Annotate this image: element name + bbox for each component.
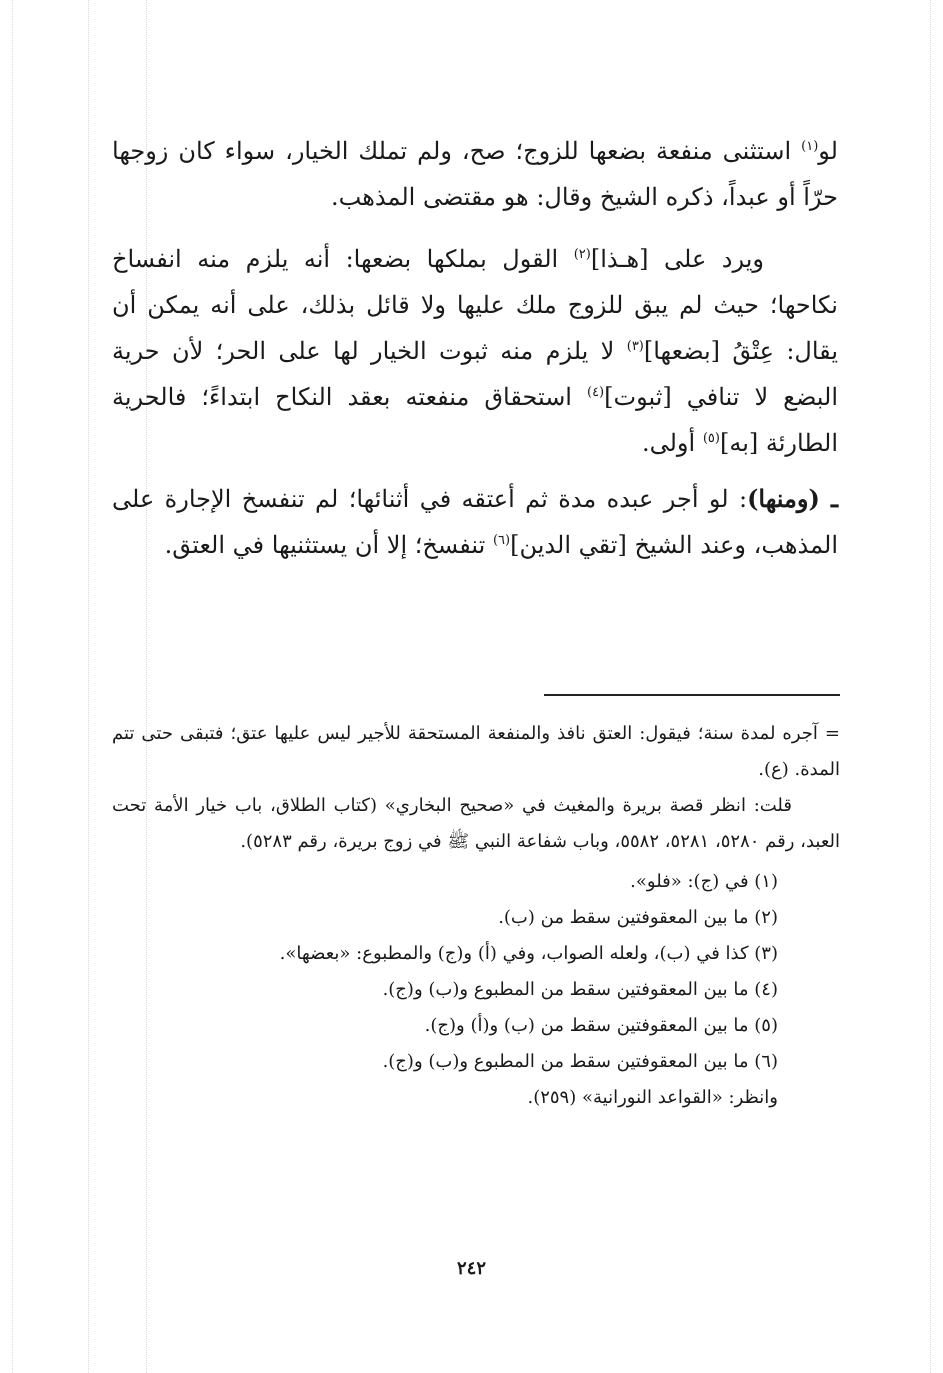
footnote-marker: (٦)	[492, 533, 511, 548]
footnote-item: (٤) ما بين المعقوفتين سقط من المطبوع و(ب) و(ج).	[382, 979, 778, 1000]
footnote-marker: (١)	[801, 139, 819, 154]
text-run: استحقاق منفعته بعقد النكاح ابتداءً؛ فالحرية الطارئة [به]	[112, 383, 838, 457]
footnote-marker: (٥)	[702, 431, 720, 446]
footnote-marker: (٣)	[626, 339, 644, 354]
main-text	[112, 128, 838, 568]
section-lead: ـ (ومنها)	[747, 484, 838, 513]
footnote-marker: (٢)	[573, 247, 591, 262]
text-run: لو	[818, 137, 838, 165]
footnote-item: (٥) ما بين المعقوفتين سقط من (ب) و(أ) و(ج).	[424, 1015, 778, 1036]
footnote-continuation: = آجره لمدة سنة؛ فيقول: العتق نافذ والمنفعة المستحقة للأجير ليس عليها عتق؛ فتبقى حتى تتم المدة. (ع).	[112, 723, 840, 780]
page-number: ٢٤٢	[456, 1258, 486, 1279]
text-run: لا يلزم منه ثبوت الخيار لها على الحر؛ لأن حرية البضع لا تنافي [ثبوت]	[112, 337, 838, 411]
scan-guide-line	[930, 0, 931, 1373]
text-run: أولى.	[641, 429, 703, 457]
text-run: ويرد على [هـذا]	[590, 245, 765, 273]
footnote-item: (٣) كذا في (ب)، ولعله الصواب، وفي (أ) و(ج) والمطبوع: «بعضها».	[279, 943, 778, 964]
scan-guide-line	[88, 0, 89, 1373]
text-run: القول بملكها بضعها: أنه يلزم منه انفساخ نكاحها؛ حيث لم يبق للزوج ملك عليها ولا قائل بذلك، على أنه يمكن أن يقال: عِتْقُ [بضعها]	[112, 245, 838, 365]
paragraph-1	[112, 128, 838, 220]
text-run: استثنى منفعة بضعها للزوج؛ صح، ولم تملك الخيار، سواء كان زوجها حرّاً أو عبداً، ذكره الشيخ وقال: هو مقتضى المذهب.	[112, 137, 838, 211]
footnote-item: (٦) ما بين المعقوفتين سقط من المطبوع و(ب) و(ج).	[382, 1051, 778, 1072]
paragraph-2	[112, 236, 838, 466]
footnote-marker: (٤)	[586, 385, 605, 400]
paragraph-3	[112, 476, 838, 568]
footnote-item: (١) في (ج): «فلو».	[630, 871, 778, 892]
text-run: تنفسخ؛ إلا أن يستثنيها في العتق.	[164, 531, 493, 559]
footnote-list	[112, 864, 778, 1116]
text-run: : لو أجر عبده مدة ثم أعتقه في أثنائها؛ لم تنفسخ الإجارة على المذهب، وعند الشيخ [تقي الدين]	[112, 485, 838, 559]
footnote-separator	[544, 694, 840, 696]
footnote-item: (٢) ما بين المعقوفتين سقط من (ب).	[498, 907, 778, 928]
scan-guide-line	[12, 0, 13, 1373]
footnote-item: وانظر: «القواعد النورانية» (٢٥٩).	[527, 1087, 778, 1108]
footnote-qult: قلت: انظر قصة بريرة والمغيث في «صحيح البخاري» (كتاب الطلاق، باب خيار الأمة تحت العبد، رقم ٥٢٨٠، ٥٢٨١، ٥٥٨٢، وباب شفاعة النبي ﷺ في زوج بريرة، رقم ٥٢٨٣).	[112, 795, 840, 852]
footnotes	[112, 716, 840, 1116]
